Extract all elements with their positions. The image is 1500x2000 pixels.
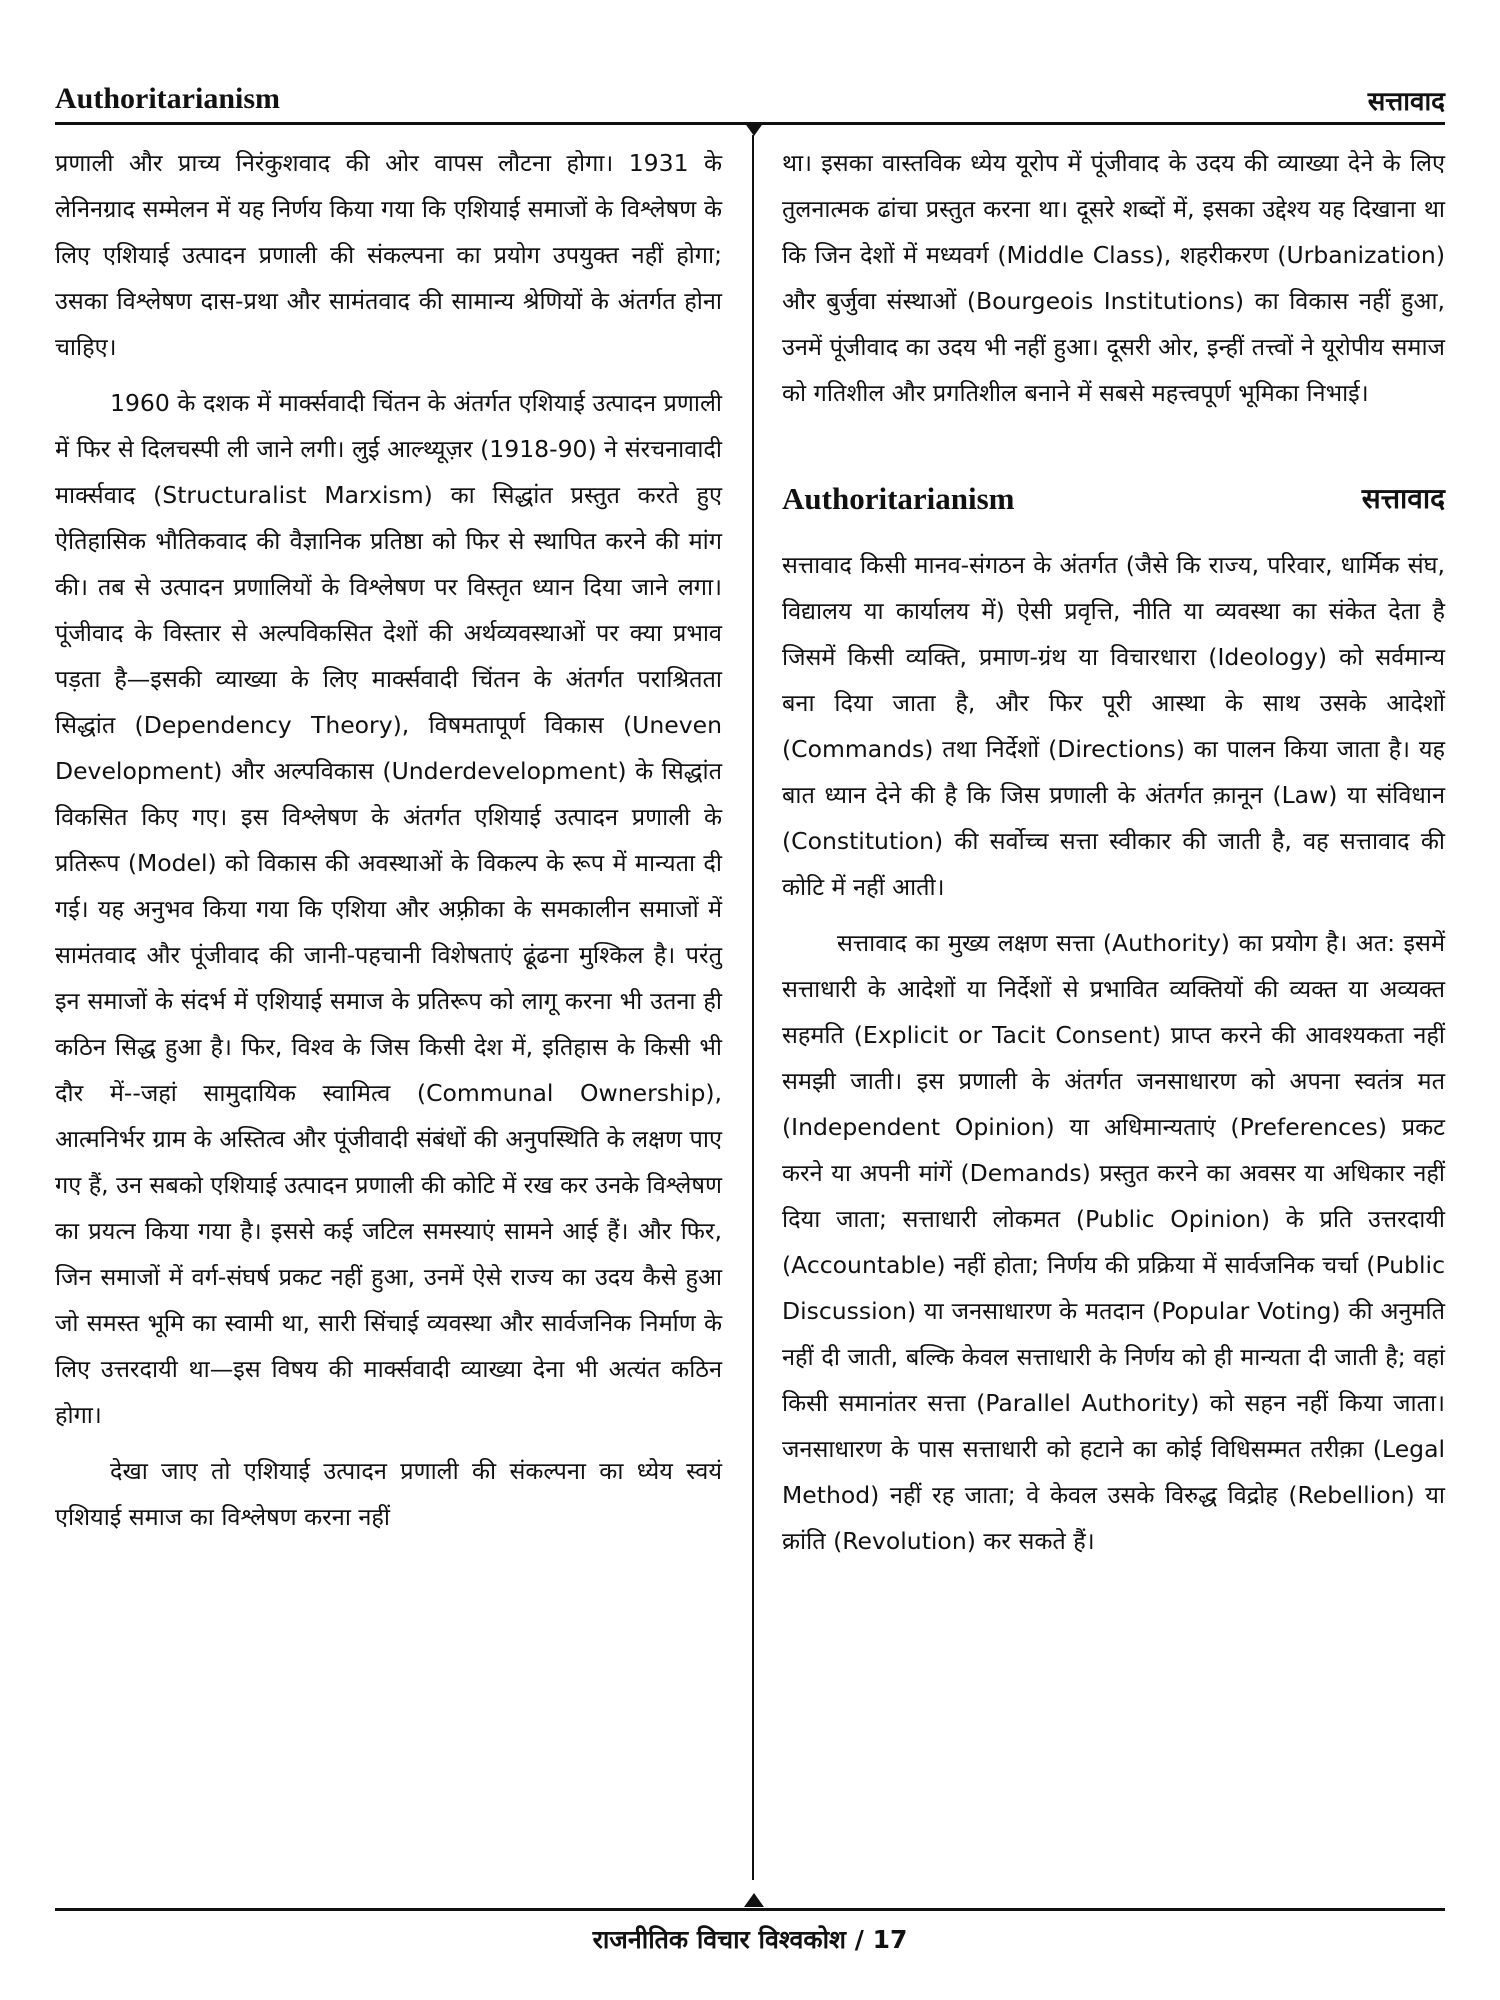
page-footer: राजनीतिक विचार विश्वकोश / 17 xyxy=(592,1925,908,1954)
footer-rule xyxy=(55,1908,1445,1911)
right-paragraph-3: सत्तावाद का मुख्य लक्षण सत्ता (Authority) का प्रयोग है। अत: इसमें सत्ताधारी के आदेशों या निर्देशों से प्रभावित व्यक्तियों की व्यक्त या अव्यक्त सहमति (Explicit or Tacit Consent) प्राप्त करने की आवश्यकता नहीं समझी जाती। इस प्रणाली के अंतर्गत जनसाधारण को अपना स्वतंत्र मत (Independent Opinion) या अधिमान्यताएं (Preferences) प्रकट करने या अपनी मांगें (Demands) प्रस्तुत करने का अवसर या अधिकार नहीं दिया जाता; सत्ताधारी लोकमत (Public Opinion) के प्रति उत्तरदायी (Accountable) नहीं होता; निर्णय की प्रक्रिया में सार्वजनिक चर्चा (Public Discussion) या जनसाधारण के मतदान (Popular Voting) की अनुमति नहीं दी जाती, बल्कि केवल सत्ताधारी के निर्णय को ही मान्यता दी जाती है; वहां किसी समानांतर सत्ता (Parallel Authority) को सहन नहीं किया जाता। जनसाधारण के पास सत्ताधारी को हटाने का कोई विधिसम्मत तरीक़ा (Legal Method) नहीं रह जाता; वे केवल उसके विरुद्ध विद्रोह (Rebellion) या क्रांति (Revolution) कर सकते हैं। xyxy=(782,929,1445,1555)
running-header xyxy=(55,82,1445,125)
header-title-hindi: सत्तावाद xyxy=(1367,87,1445,117)
section-title-english: Authoritarianism xyxy=(782,481,1015,516)
header-title-english: Authoritarianism xyxy=(55,82,280,115)
top-marker-triangle xyxy=(744,122,764,136)
left-paragraph-1: प्रणाली और प्राच्य निरंकुशवाद की ओर वापस लौटना होगा। 1931 के लेनिनग्राद सम्मेलन में यह निर्णय किया गया कि एशियाई समाजों के विश्लेषण के लिए एशियाई उत्पादन प्रणाली की संकल्पना का प्रयोग उपयुक्त नहीं होगा; उसका विश्लेषण दास-प्रथा और सामंतवाद की सामान्य श्रेणियों के अंतर्गत होना चाहिए। xyxy=(55,149,722,361)
right-paragraph-1: था। इसका वास्तविक ध्येय यूरोप में पूंजीवाद के उदय की व्याख्या देने के लिए तुलनात्मक ढांचा प्रस्तुत करना था। दूसरे शब्दों में, इसका उद्देश्य यह दिखाना था कि जिन देशों में मध्यवर्ग (Middle Class), शहरीकरण (Urbanization) और बुर्जुवा संस्थाओं (Bourgeois Institutions) का विकास नहीं हुआ, उनमें पूंजीवाद का उदय भी नहीं हुआ। दूसरी ओर, इन्हीं तत्त्वों ने यूरोपीय समाज को गतिशील और प्रगतिशील बनाने में सबसे महत्त्वपूर्ण भूमिका निभाई। xyxy=(782,149,1445,407)
left-paragraph-3: देखा जाए तो एशियाई उत्पादन प्रणाली की संकल्पना का ध्येय स्वयं एशियाई समाज का विश्लेषण करना नहीं xyxy=(55,1457,722,1531)
left-paragraph-2: 1960 के दशक में मार्क्सवादी चिंतन के अंतर्गत एशियाई उत्पादन प्रणाली में फिर से दिलचस्पी ली जाने लगी। लुई आल्थ्यूज़र (1918-90) ने संरचनावादी मार्क्सवाद (Structuralist Marxism) का सिद्धांत प्रस्तुत करते हुए ऐतिहासिक भौतिकवाद की वैज्ञानिक प्रतिष्ठा को फिर से स्थापित करने की मांग की। तब से उत्पादन प्रणालियों के विश्लेषण पर विस्तृत ध्यान दिया जाने लगा। पूंजीवाद के विस्तार से अल्पविकसित देशों की अर्थव्यवस्थाओं पर क्या प्रभाव पड़ता है—इसकी व्याख्या के लिए मार्क्सवादी चिंतन के अंतर्गत पराश्रितता सिद्धांत (Dependency Theory), विषमतापूर्ण विकास (Uneven Development) और अल्पविकास (Underdevelopment) के सिद्धांत विकसित किए गए। इस विश्लेषण के अंतर्गत एशियाई उत्पादन प्रणाली के प्रतिरूप (Model) को विकास की अवस्थाओं के विकल्प के रूप में मान्यता दी गई। यह अनुभव किया गया कि एशिया और अफ़्रीका के समकालीन समाजों में सामंतवाद और पूंजीवाद की जानी-पहचानी विशेषताएं ढूंढना मुश्किल है। परंतु इन समाजों के संदर्भ में एशियाई समाज के प्रतिरूप को लागू करना भी उतना ही कठिन सिद्ध हुआ है। फिर, विश्व के जिस किसी देश में, इतिहास के किसी भी दौर में--जहां सामुदायिक स्वामित्व (Communal Ownership), आत्मनिर्भर ग्राम के अस्तित्व और पूंजीवादी संबंधों की अनुपस्थिति के लक्षण पाए गए हैं, उन सबको एशियाई उत्पादन प्रणाली की कोटि में रख कर उनके विश्लेषण का प्रयत्न किया गया है। इससे कई जटिल समस्याएं सामने आई हैं। और फिर, जिन समाजों में वर्ग-संघर्ष प्रकट नहीं हुआ, उनमें ऐसे राज्य का उदय कैसे हुआ जो समस्त भूमि का स्वामी था, सारी सिंचाई व्यवस्था और सार्वजनिक निर्माण के लिए उत्तरदायी था—इस विषय की मार्क्सवादी व्याख्या देना भी अत्यंत कठिन होगा। xyxy=(55,389,722,1429)
right-paragraph-2: सत्तावाद किसी मानव-संगठन के अंतर्गत (जैसे कि राज्य, परिवार, धार्मिक संघ, विद्यालय या कार्यालय में) ऐसी प्रवृत्ति, नीति या व्यवस्था का संकेत देता है जिसमें किसी व्यक्ति, प्रमाण-ग्रंथ या विचारधारा (Ideology) को सर्वमान्य बना दिया जाता है, और फिर पूरी आस्था के साथ उसके आदेशों (Commands) तथा निर्देशों (Directions) का पालन किया जाता है। यह बात ध्यान देने की है कि जिस प्रणाली के अंतर्गत क़ानून (Law) या संविधान (Constitution) की सर्वोच्च सत्ता स्वीकार की जाती है, वह सत्तावाद की कोटि में नहीं आती। xyxy=(782,551,1445,901)
bottom-marker-triangle xyxy=(744,1893,764,1907)
section-heading xyxy=(782,476,1445,520)
left-column xyxy=(55,140,722,1550)
right-column xyxy=(782,140,1445,1574)
column-divider xyxy=(752,135,754,1880)
section-title-hindi: सत्तावाद xyxy=(1361,482,1445,515)
